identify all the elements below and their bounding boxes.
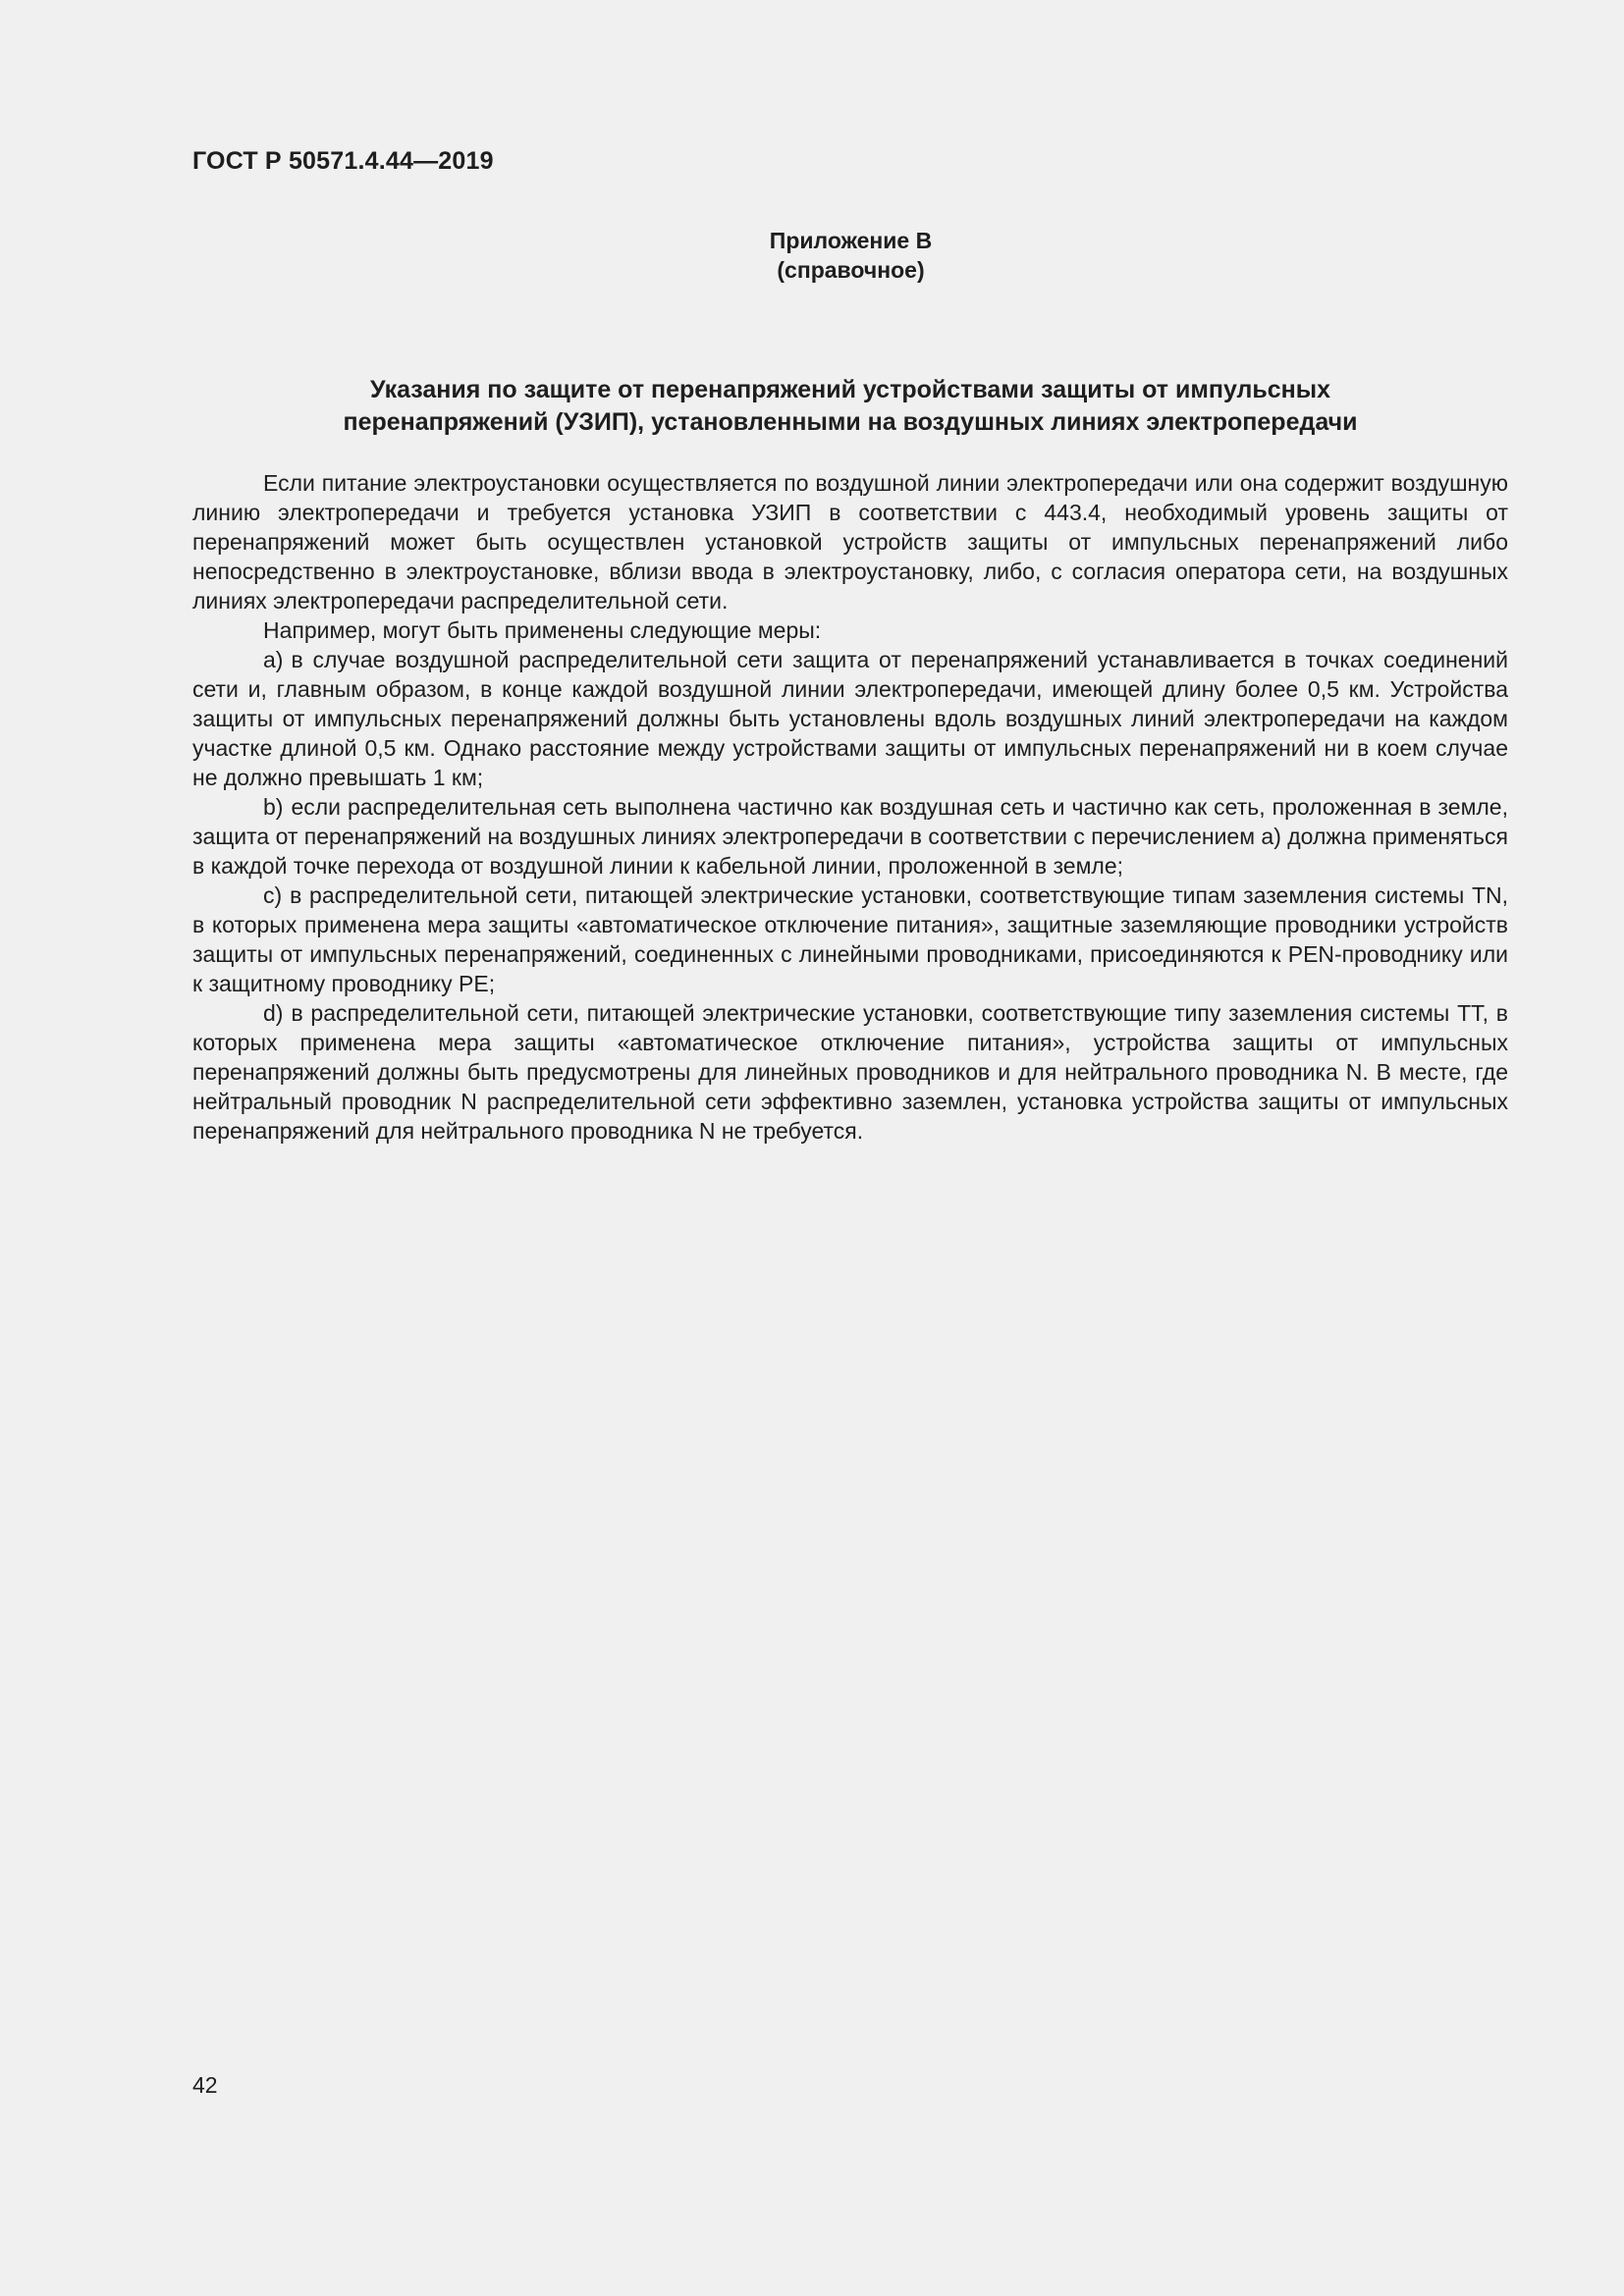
item-letter: a) [263,647,284,672]
page-number: 42 [192,2072,218,2098]
body-text [192,468,1508,1146]
item-text: если распределительная сеть выполнена частично как воздушная сеть и частично как сеть, проложенная в земле, защита от перенапряжений на воздушных линиях электропередачи в соответствии с перечислением а) должна применяться в каждой точке перехода от воздушной линии к кабельной линии, проложенной в земле; [192,794,1508,879]
appendix-type: (справочное) [777,257,925,283]
item-letter: b) [263,794,284,820]
list-item-b [192,792,1508,881]
standard-id-header: ГОСТ Р 50571.4.44—2019 [192,147,494,175]
item-letter: d) [263,1000,284,1026]
item-text: в случае воздушной распределительной сети защита от перенапряжений устанавливается в точках соединений сети и, главным образом, в конце каждой воздушной линии электропередачи, имеющей длину более 0,5 км. Устройства защиты от импульсных перенапряжений должны быть установлены вдоль воздушных линий электропередачи на каждом участке длиной 0,5 км. Однако расстояние между устройствами защиты от импульсных перенапряжений ни в коем случае не должно превышать 1 км; [192,647,1508,790]
item-text: в распределительной сети, питающей электрические установки, соответствующие типу заземления системы TT, в которых применена мера защиты «автоматическое отключение питания», устройства защиты от импульсных перенапряжений должны быть предусмотрены для линейных проводников и для нейтрального проводника N. В месте, где нейтральный проводник N распределительной сети эффективно заземлен, установка устройства защиты от импульсных перенапряжений для нейтрального проводника N не требуется. [192,1000,1508,1144]
list-item-a [192,645,1508,792]
appendix-label: Приложение В [769,228,933,253]
measures-lead-paragraph: Например, могут быть применены следующие меры: [263,617,822,643]
intro-paragraph: Если питание электроустановки осуществляется по воздушной линии электропередачи или она содержит воздушную линию электропередачи и требуется установка УЗИП в соответствии с 443.4, необходимый уровень защиты от перенапряжений может быть осуществлен установкой устройств защиты от импульсных перенапряжений либо непосредственно в электроустановке, вблизи ввода в электроустановку, либо, с согласия оператора сети, на воздушных линиях электропередачи распределительной сети. [192,470,1508,614]
item-text: в распределительной сети, питающей электрические установки, соответствующие типам заземления системы TN, в которых применена мера защиты «автоматическое отключение питания», защитные заземляющие проводники устройств защиты от импульсных перенапряжений, соединенных с линейными проводниками, присоединяются к PEN-проводнику или к защитному проводнику PE; [192,882,1508,996]
section-title-line: перенапряжений (УЗИП), установленными на воздушных линиях электропередачи [343,408,1358,436]
appendix-heading [0,226,1624,285]
item-letter: c) [263,882,283,908]
list-item-c [192,881,1508,998]
section-title [192,374,1508,439]
list-item-d [192,998,1508,1146]
section-title-line: Указания по защите от перенапряжений устройствами защиты от импульсных [369,376,1331,403]
